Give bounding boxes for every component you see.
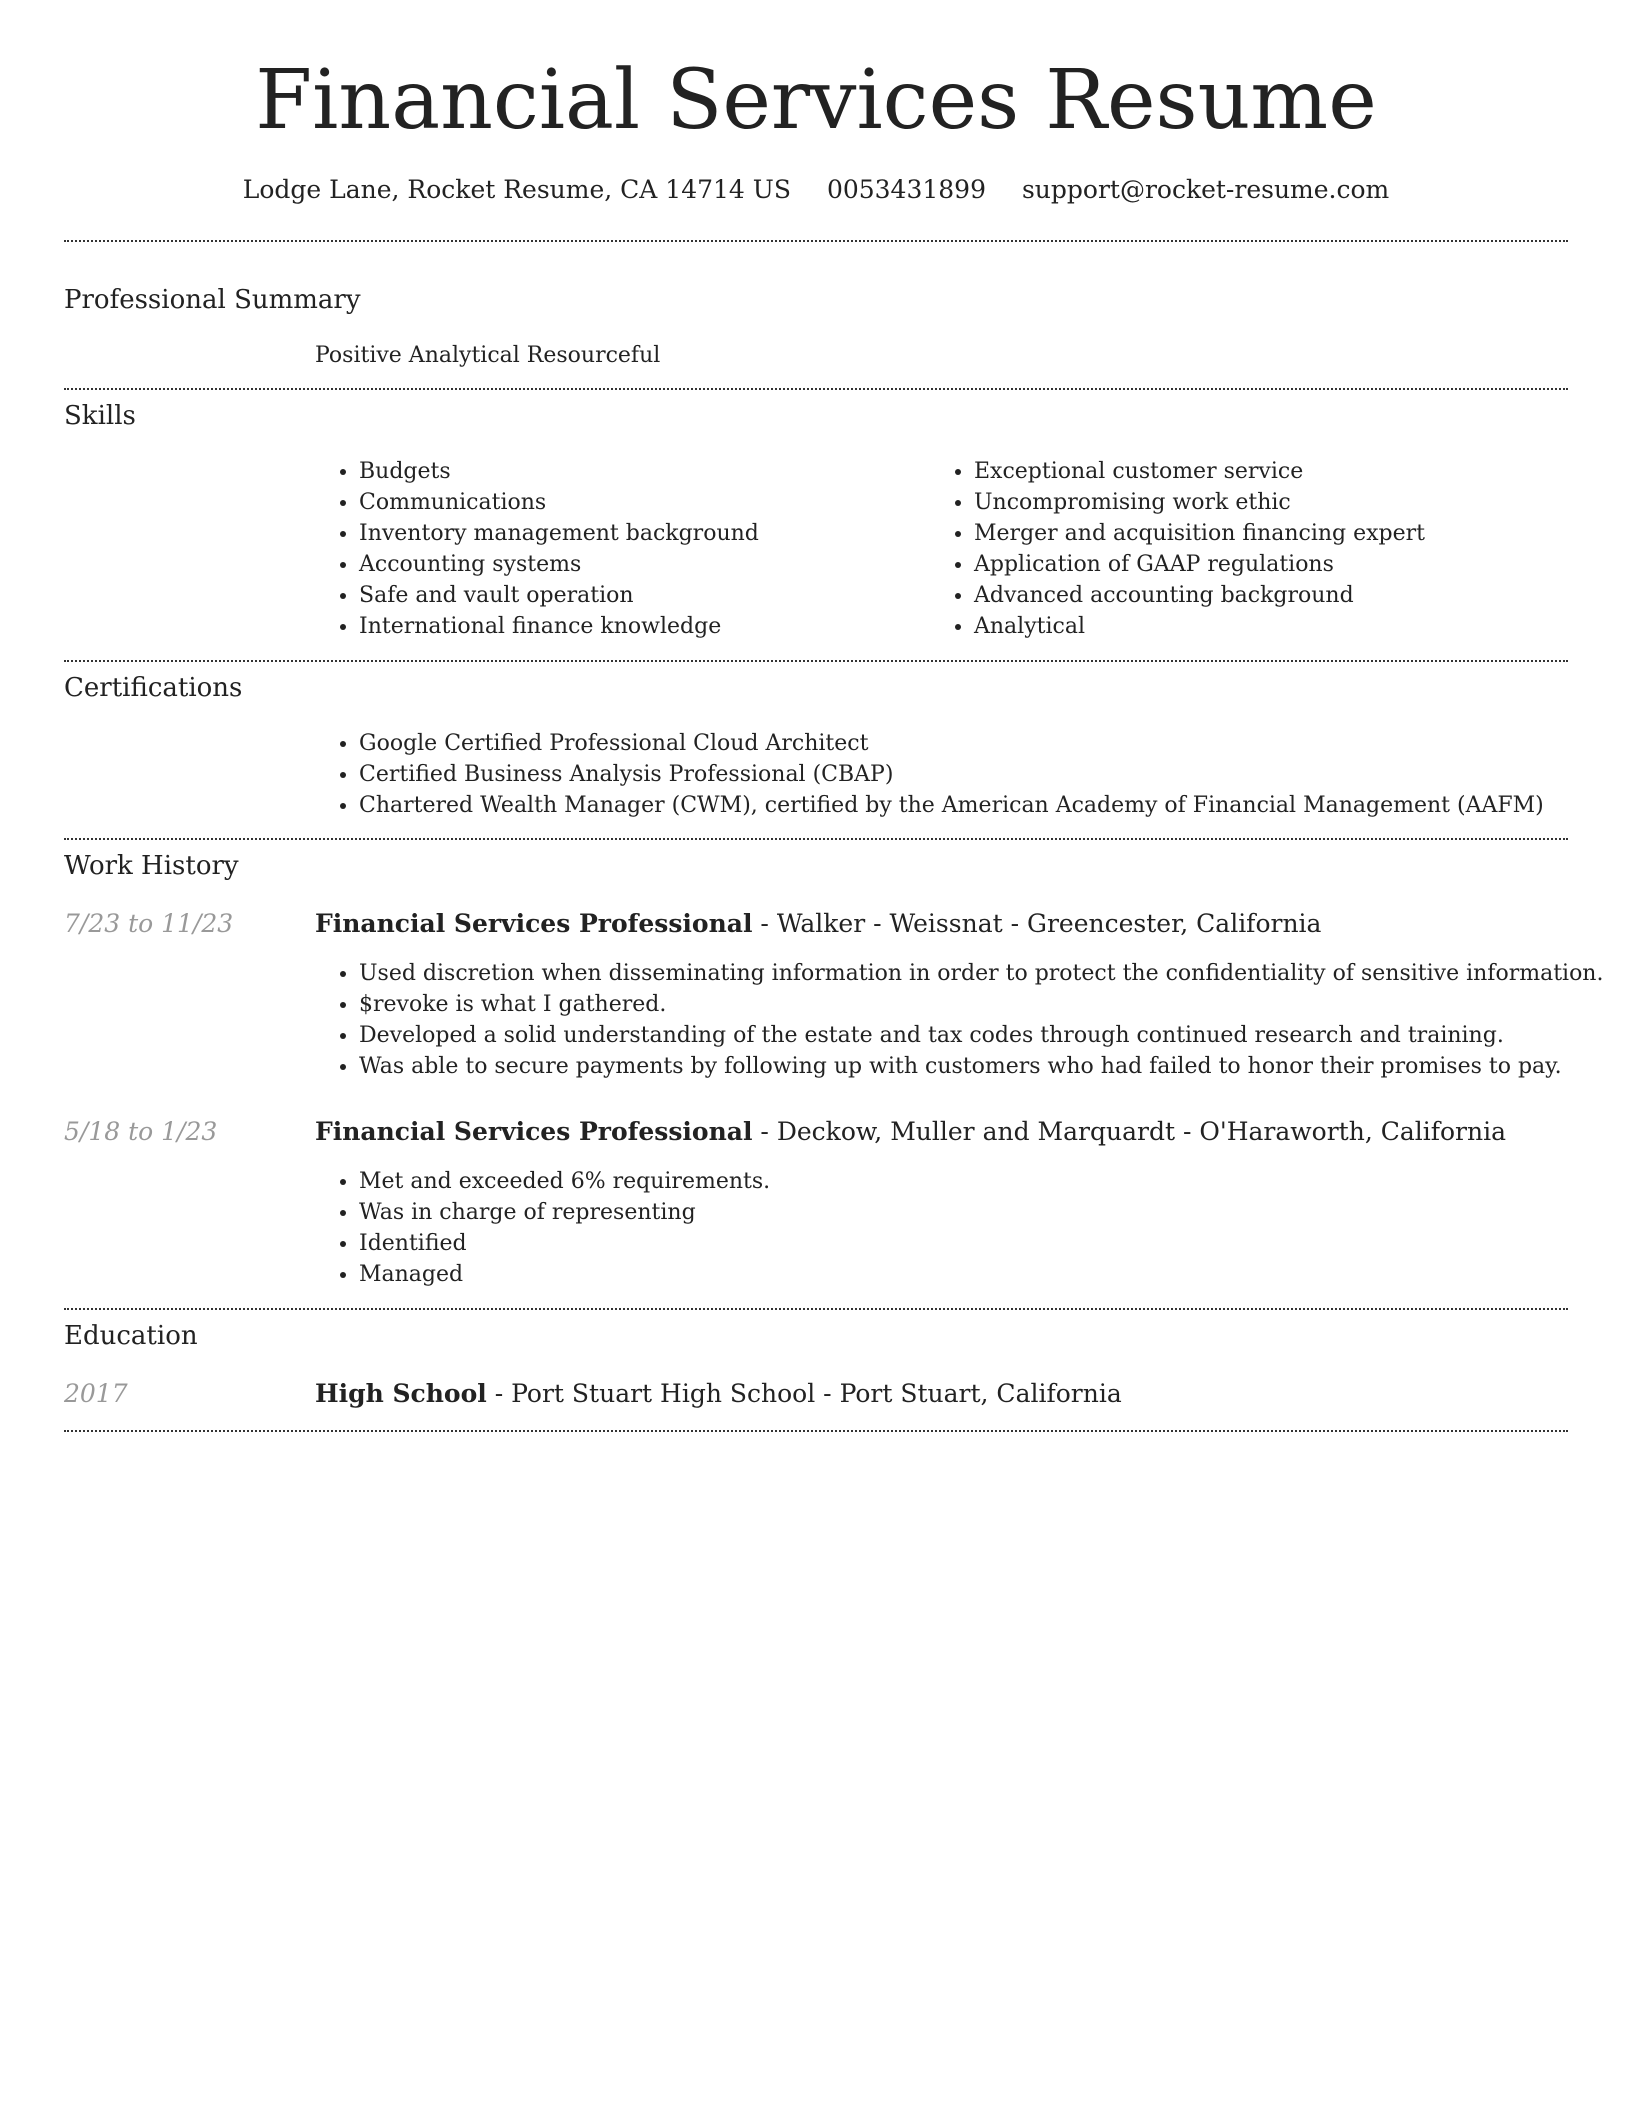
list-item: • Was able to secure payments by following up with customers who had failed to honor their promises to pay. xyxy=(359,1051,1609,1082)
list-item: • Communications xyxy=(359,487,919,518)
list-item: • Analytical xyxy=(974,611,1594,642)
divider xyxy=(64,240,1568,242)
certifications-list xyxy=(315,728,1599,821)
job-dates: 7/23 to 11/23 xyxy=(64,909,234,938)
job-employer: - Walker - Weissnat - Greencester, California xyxy=(752,909,1322,938)
list-item: • Uncompromising work ethic xyxy=(974,487,1594,518)
list-item: • Application of GAAP regulations xyxy=(974,549,1594,580)
list-item: • Merger and acquisition financing expert xyxy=(974,518,1594,549)
job-bullets xyxy=(315,958,1609,1082)
list-item: • Was in charge of representing xyxy=(359,1197,1609,1228)
list-item: • Certified Business Analysis Professional (CBAP) xyxy=(359,759,1599,790)
contact-line xyxy=(0,170,1632,210)
list-item: • Chartered Wealth Manager (CWM), certified by the American Academy of Financial Management (AAFM) xyxy=(359,790,1599,821)
address: Lodge Lane, Rocket Resume, CA 14714 US xyxy=(242,175,791,204)
divider xyxy=(64,1308,1568,1310)
job-title xyxy=(315,1114,1506,1150)
summary-text: Positive Analytical Resourceful xyxy=(315,343,661,368)
list-item: • Advanced accounting background xyxy=(974,580,1594,611)
divider xyxy=(64,660,1568,662)
job-title xyxy=(315,906,1321,942)
skills-list-left xyxy=(315,456,919,642)
job-role: Financial Services Professional xyxy=(315,909,753,938)
email-link[interactable]: support@rocket-resume.com xyxy=(1021,175,1390,204)
list-item: • Google Certified Professional Cloud Architect xyxy=(359,728,1599,759)
phone: 0053431899 xyxy=(826,175,986,204)
section-title-skills: Skills xyxy=(64,401,136,431)
list-item: • Exceptional customer service xyxy=(974,456,1594,487)
list-item: • $revoke is what I gathered. xyxy=(359,989,1609,1020)
section-title-work-history: Work History xyxy=(64,851,239,881)
section-title-certifications: Certifications xyxy=(64,673,243,703)
list-item: • Developed a solid understanding of the estate and tax codes through continued research and training. xyxy=(359,1020,1609,1051)
job-dates: 5/18 to 1/23 xyxy=(64,1117,218,1146)
list-item: • Inventory management background xyxy=(359,518,919,549)
job-role: Financial Services Professional xyxy=(315,1117,753,1146)
divider xyxy=(64,388,1568,390)
education-degree: High School xyxy=(315,1379,487,1408)
education-entry xyxy=(315,1376,1122,1412)
list-item: • Managed xyxy=(359,1259,1609,1290)
resume-title: Financial Services Resume xyxy=(255,53,1377,148)
list-item: • Accounting systems xyxy=(359,549,919,580)
education-year: 2017 xyxy=(64,1379,128,1408)
section-title-summary: Professional Summary xyxy=(64,285,361,315)
list-item: • Identified xyxy=(359,1228,1609,1259)
section-title-education: Education xyxy=(64,1321,198,1351)
skills-list-right xyxy=(930,456,1594,642)
list-item: • Budgets xyxy=(359,456,919,487)
list-item: • Used discretion when disseminating information in order to protect the confidentiality of sensitive information. xyxy=(359,958,1609,989)
list-item: • International finance knowledge xyxy=(359,611,919,642)
list-item: • Safe and vault operation xyxy=(359,580,919,611)
list-item: • Met and exceeded 6% requirements. xyxy=(359,1166,1609,1197)
job-bullets xyxy=(315,1166,1609,1290)
divider xyxy=(64,838,1568,840)
education-school: - Port Stuart High School - Port Stuart, California xyxy=(486,1379,1122,1408)
divider xyxy=(64,1430,1568,1432)
job-employer: - Deckow, Muller and Marquardt - O'Haraworth, California xyxy=(752,1117,1506,1146)
